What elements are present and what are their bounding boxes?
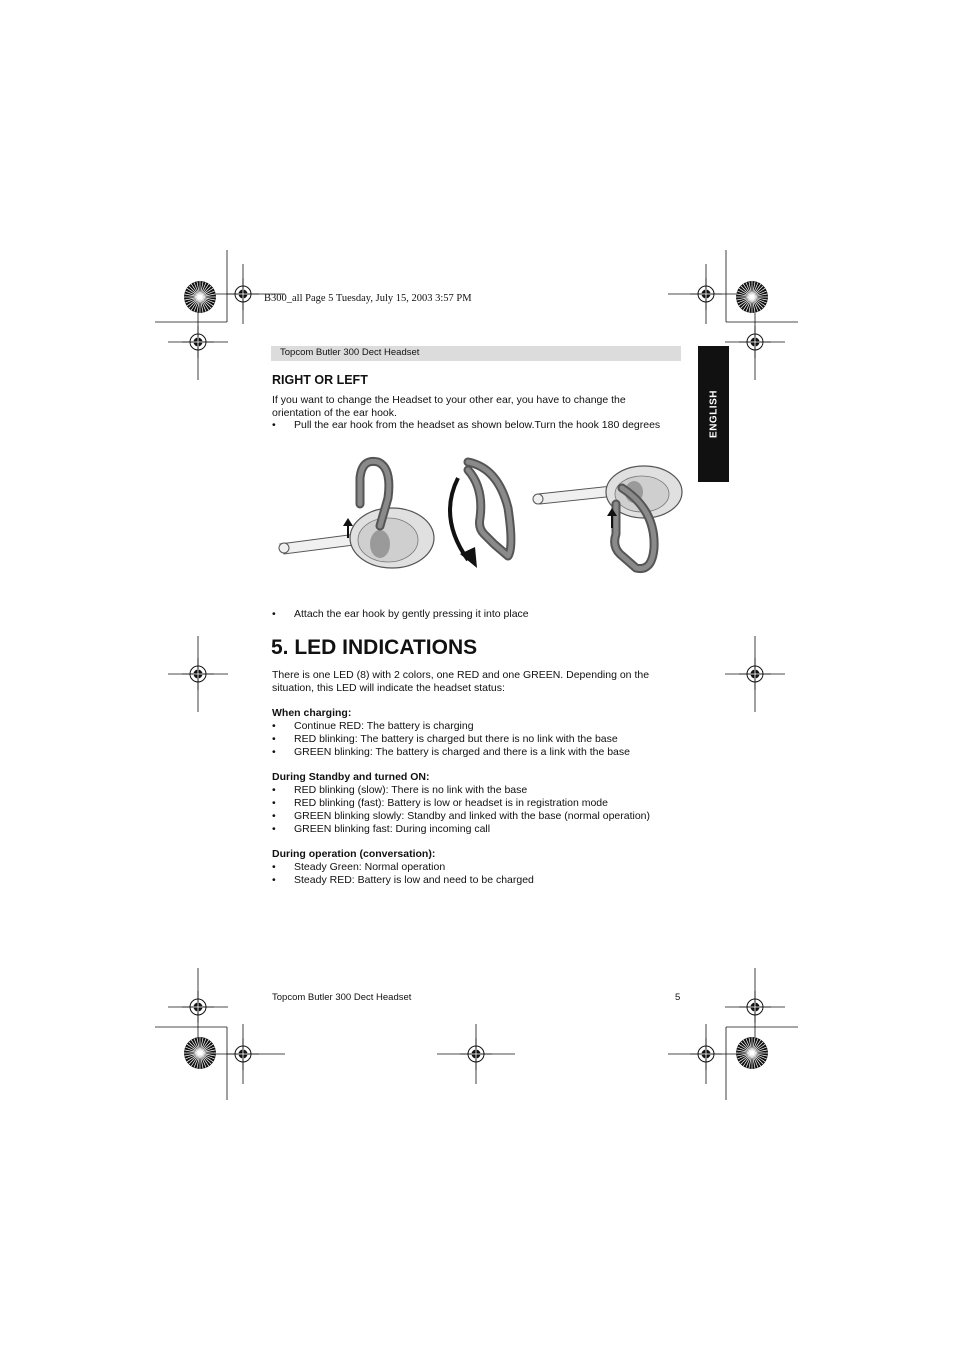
bullet: • <box>272 733 276 745</box>
list-item-text: Steady Green: Normal operation <box>294 861 446 873</box>
list-item <box>272 810 702 823</box>
list-item-text: RED blinking (slow): There is no link with the base <box>294 784 528 796</box>
list-item <box>272 746 702 759</box>
list-item-text: Continue RED: The battery is charging <box>294 720 474 732</box>
led-intro <box>272 669 692 694</box>
bullet: • <box>272 810 276 822</box>
right-left-steps-after <box>272 608 702 621</box>
list-item <box>272 874 702 887</box>
intro-line: situation, this LED will indicate the headset status: <box>272 681 505 694</box>
bullet: • <box>272 797 276 809</box>
bullet: • <box>272 823 276 835</box>
list-item <box>272 861 702 874</box>
page-header-bar <box>271 346 681 361</box>
list-item-text: GREEN blinking slowly: Standby and linked with the base (normal operation) <box>294 810 651 822</box>
bullet: • <box>272 746 276 758</box>
page-header-title: Topcom Butler 300 Dect Headset <box>280 347 420 358</box>
intro-line: orientation of the ear hook. <box>272 406 397 419</box>
bullet: • <box>272 784 276 796</box>
bullet: • <box>272 608 276 620</box>
bullet: • <box>272 874 276 886</box>
list-item <box>272 720 702 733</box>
intro-line: If you want to change the Headset to your other ear, you have to change the <box>272 394 626 406</box>
list-item <box>272 823 702 836</box>
bullet: • <box>272 861 276 873</box>
list-item <box>272 784 702 797</box>
list-item-text: RED blinking (fast): Battery is low or headset is in registration mode <box>294 797 608 809</box>
page-number: 5 <box>675 992 681 1003</box>
headset-right-drawing <box>533 466 682 569</box>
intro-line: There is one LED (8) with 2 colors, one RED and one GREEN. Depending on the <box>272 669 650 681</box>
ear-hook-illustration <box>272 448 692 588</box>
charging-list <box>272 720 702 759</box>
ear-hook-rotation-drawing <box>450 462 511 568</box>
group-heading-standby: During Standby and turned ON: <box>272 771 430 783</box>
list-item-text: GREEN blinking fast: During incoming call <box>294 823 491 835</box>
list-item <box>272 608 702 621</box>
list-item-text: Attach the ear hook by gently pressing it into place <box>294 608 529 620</box>
section-title-led-indications: 5. LED INDICATIONS <box>271 636 478 659</box>
list-item-text: Steady RED: Battery is low and need to be charged <box>294 874 534 886</box>
headset-left-drawing <box>279 461 434 568</box>
language-tab <box>698 346 729 482</box>
print-job-info: B300_all Page 5 Tuesday, July 15, 2003 3:57 PM <box>264 293 472 304</box>
list-item <box>272 733 702 746</box>
bullet: • <box>272 419 276 431</box>
group-heading-charging: When charging: <box>272 707 352 719</box>
right-left-steps <box>272 419 702 432</box>
language-tab-label: ENGLISH <box>708 390 719 438</box>
standby-list <box>272 784 702 836</box>
operation-list <box>272 861 702 887</box>
bullet: • <box>272 720 276 732</box>
list-item-text: GREEN blinking: The battery is charged and there is a link with the base <box>294 746 630 758</box>
list-item-text: RED blinking: The battery is charged but there is no link with the base <box>294 733 618 745</box>
list-item-text: Pull the ear hook from the headset as shown below.Turn the hook 180 degrees <box>294 419 661 431</box>
footer-title: Topcom Butler 300 Dect Headset <box>272 992 412 1003</box>
right-left-intro <box>272 394 692 419</box>
list-item <box>272 797 702 810</box>
list-item <box>272 419 702 432</box>
group-heading-operation: During operation (conversation): <box>272 848 436 860</box>
section-title-right-or-left: RIGHT OR LEFT <box>272 373 368 387</box>
